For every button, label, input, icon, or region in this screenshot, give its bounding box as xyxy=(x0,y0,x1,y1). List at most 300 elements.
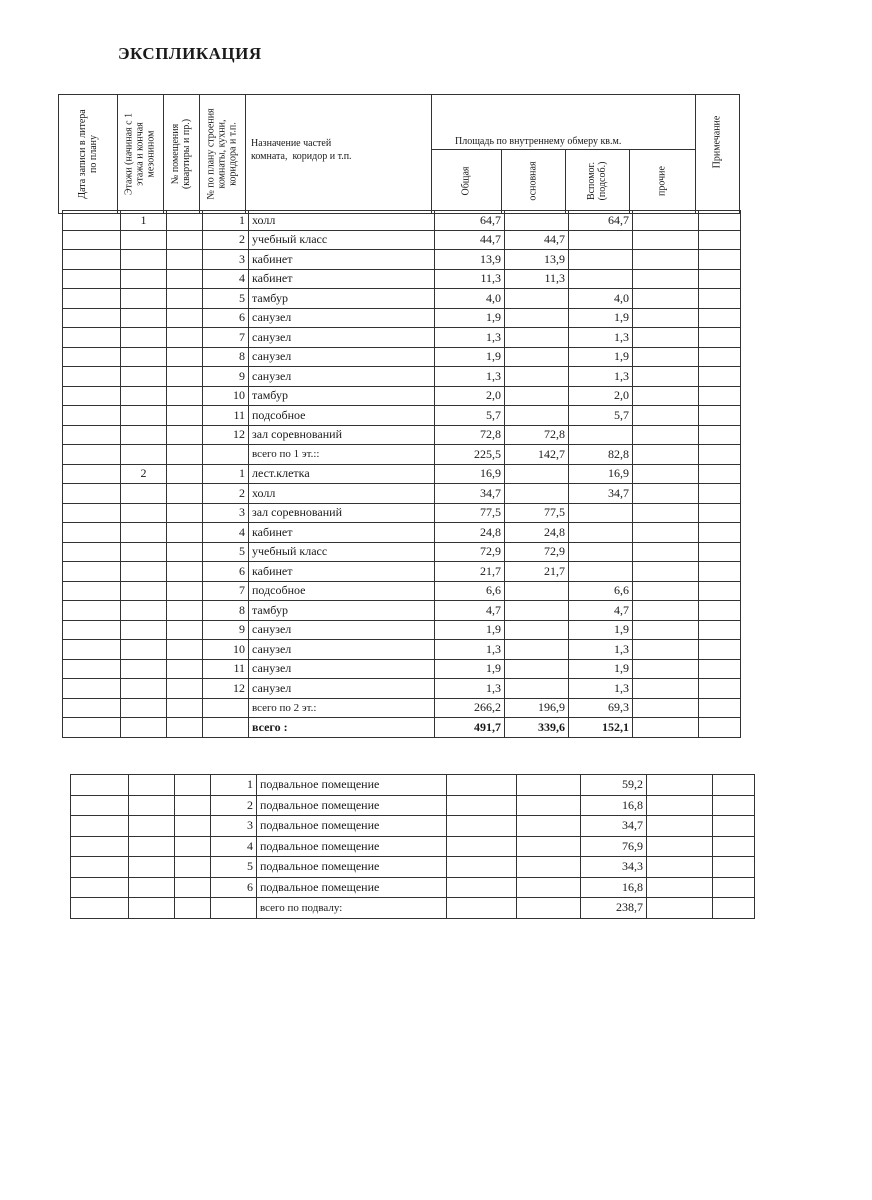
room-name: холл xyxy=(249,211,435,231)
date-cell xyxy=(63,562,121,582)
table-row xyxy=(63,562,741,582)
area-total: 1,3 xyxy=(435,640,505,660)
date-cell xyxy=(63,406,121,426)
floor-cell xyxy=(121,289,167,309)
unit-cell xyxy=(175,775,211,796)
area-main xyxy=(517,795,581,816)
header-total-cell xyxy=(431,149,502,213)
unit-cell xyxy=(167,484,203,504)
area-total: 1,3 xyxy=(435,328,505,348)
room-number: 2 xyxy=(203,230,249,250)
unit-cell xyxy=(167,640,203,660)
room-name: санузел xyxy=(249,328,435,348)
room-number: 8 xyxy=(203,601,249,621)
date-cell xyxy=(71,836,129,857)
note-cell xyxy=(713,816,755,837)
area-total xyxy=(447,898,517,919)
unit-cell xyxy=(175,857,211,878)
unit-cell xyxy=(167,425,203,445)
date-cell xyxy=(71,775,129,796)
area-total: 72,8 xyxy=(435,425,505,445)
area-total: 77,5 xyxy=(435,503,505,523)
room-name: всего : xyxy=(249,718,435,738)
area-total: 64,7 xyxy=(435,211,505,231)
floor-cell xyxy=(129,775,175,796)
floor-cell xyxy=(129,877,175,898)
date-cell xyxy=(63,620,121,640)
note-cell xyxy=(699,406,741,426)
room-name: санузел xyxy=(249,308,435,328)
area-main: 72,8 xyxy=(505,425,569,445)
area-main xyxy=(505,601,569,621)
basement-row xyxy=(71,857,755,878)
floor-cell xyxy=(121,601,167,621)
unit-cell xyxy=(175,898,211,919)
area-main xyxy=(505,308,569,328)
area-other xyxy=(633,503,699,523)
area-aux: 1,3 xyxy=(569,328,633,348)
room-name: кабинет xyxy=(249,562,435,582)
floor-cell xyxy=(129,836,175,857)
area-main: 13,9 xyxy=(505,250,569,270)
area-aux: 16,8 xyxy=(581,877,647,898)
area-aux xyxy=(569,425,633,445)
area-aux xyxy=(569,503,633,523)
table-row xyxy=(63,542,741,562)
area-main xyxy=(505,211,569,231)
table-row xyxy=(63,230,741,250)
area-other xyxy=(633,659,699,679)
floor-cell xyxy=(129,857,175,878)
room-name: тамбур xyxy=(249,601,435,621)
room-number: 3 xyxy=(203,503,249,523)
note-cell xyxy=(699,503,741,523)
area-aux: 82,8 xyxy=(569,445,633,465)
floor-cell xyxy=(121,620,167,640)
room-name: учебный класс xyxy=(249,542,435,562)
floor-cell xyxy=(121,640,167,660)
unit-cell xyxy=(167,406,203,426)
area-aux xyxy=(569,562,633,582)
area-total: 44,7 xyxy=(435,230,505,250)
table-row xyxy=(63,445,741,465)
area-other xyxy=(633,367,699,387)
area-aux: 34,3 xyxy=(581,857,647,878)
date-cell xyxy=(63,679,121,699)
unit-cell xyxy=(167,601,203,621)
area-aux: 238,7 xyxy=(581,898,647,919)
area-aux: 16,8 xyxy=(581,795,647,816)
floor-cell xyxy=(121,367,167,387)
room-name: учебный класс xyxy=(249,230,435,250)
area-other xyxy=(633,679,699,699)
area-main: 21,7 xyxy=(505,562,569,582)
room-name: подвальное помещение xyxy=(257,775,447,796)
table-row xyxy=(63,367,741,387)
explication-table xyxy=(62,210,741,738)
note-cell xyxy=(699,367,741,387)
unit-cell xyxy=(175,877,211,898)
area-main: 11,3 xyxy=(505,269,569,289)
date-cell xyxy=(63,484,121,504)
header-main-cell xyxy=(501,149,566,213)
room-number xyxy=(203,445,249,465)
area-aux xyxy=(569,250,633,270)
unit-cell xyxy=(167,250,203,270)
room-number: 4 xyxy=(211,836,257,857)
room-name: всего по 2 эт.: xyxy=(249,698,435,718)
note-cell xyxy=(699,484,741,504)
area-other xyxy=(633,386,699,406)
date-cell xyxy=(63,211,121,231)
area-total: 4,0 xyxy=(435,289,505,309)
area-aux xyxy=(569,542,633,562)
header-unit-cell xyxy=(163,95,200,213)
table-row xyxy=(63,347,741,367)
table-row xyxy=(63,269,741,289)
table-row xyxy=(63,523,741,543)
room-name: кабинет xyxy=(249,250,435,270)
unit-cell xyxy=(175,836,211,857)
note-cell xyxy=(699,250,741,270)
room-number: 12 xyxy=(203,679,249,699)
table-row xyxy=(63,425,741,445)
unit-cell xyxy=(175,816,211,837)
unit-cell xyxy=(167,503,203,523)
room-name: санузел xyxy=(249,679,435,699)
date-cell xyxy=(63,464,121,484)
area-aux: 1,9 xyxy=(569,659,633,679)
room-number: 10 xyxy=(203,640,249,660)
room-name: лест.клетка xyxy=(249,464,435,484)
area-other xyxy=(633,250,699,270)
area-other xyxy=(633,289,699,309)
table-row xyxy=(63,679,741,699)
room-number xyxy=(211,898,257,919)
date-cell xyxy=(63,581,121,601)
room-number: 6 xyxy=(211,877,257,898)
area-total: 491,7 xyxy=(435,718,505,738)
area-aux: 4,0 xyxy=(569,289,633,309)
area-main xyxy=(505,620,569,640)
room-number: 5 xyxy=(211,857,257,878)
room-number: 9 xyxy=(203,620,249,640)
table-row xyxy=(63,659,741,679)
area-total xyxy=(447,775,517,796)
room-name: подсобное xyxy=(249,406,435,426)
date-cell xyxy=(63,386,121,406)
room-number: 5 xyxy=(203,289,249,309)
table-header xyxy=(58,94,740,214)
room-number: 5 xyxy=(203,542,249,562)
floor-cell xyxy=(129,898,175,919)
header-room-cell xyxy=(199,95,246,213)
table-row xyxy=(63,211,741,231)
area-aux: 1,9 xyxy=(569,347,633,367)
note-cell xyxy=(699,425,741,445)
floor-cell xyxy=(121,562,167,582)
header-area-group xyxy=(431,95,696,213)
room-number: 7 xyxy=(203,581,249,601)
date-cell xyxy=(63,230,121,250)
area-main xyxy=(517,836,581,857)
room-name: зал соревнований xyxy=(249,425,435,445)
header-main: основная xyxy=(527,161,539,201)
unit-cell xyxy=(167,230,203,250)
area-aux: 1,9 xyxy=(569,620,633,640)
date-cell xyxy=(63,308,121,328)
room-number: 12 xyxy=(203,425,249,445)
floor-cell xyxy=(121,445,167,465)
note-cell xyxy=(699,289,741,309)
area-total: 2,0 xyxy=(435,386,505,406)
area-other xyxy=(633,718,699,738)
room-number: 7 xyxy=(203,328,249,348)
header-date-cell xyxy=(59,95,118,213)
area-total: 72,9 xyxy=(435,542,505,562)
header-room: № по плану строения комнаты, кухни, коридора и т.п. xyxy=(205,108,239,200)
area-total xyxy=(447,795,517,816)
floor-cell xyxy=(121,308,167,328)
basement-table xyxy=(70,774,755,919)
floor-cell xyxy=(121,230,167,250)
table-row xyxy=(63,601,741,621)
area-main xyxy=(505,289,569,309)
area-other xyxy=(633,445,699,465)
room-number: 4 xyxy=(203,269,249,289)
date-cell xyxy=(63,698,121,718)
area-other xyxy=(647,795,713,816)
area-total: 11,3 xyxy=(435,269,505,289)
unit-cell xyxy=(167,445,203,465)
floor-cell xyxy=(121,542,167,562)
area-aux: 1,3 xyxy=(569,640,633,660)
floor-cell xyxy=(121,425,167,445)
header-note: Примечание xyxy=(711,115,723,169)
room-name: санузел xyxy=(249,640,435,660)
date-cell xyxy=(63,289,121,309)
room-number: 1 xyxy=(203,464,249,484)
room-name: подвальное помещение xyxy=(257,836,447,857)
room-name: всего по 1 эт.:: xyxy=(249,445,435,465)
area-main xyxy=(517,877,581,898)
header-other-cell xyxy=(629,149,695,213)
date-cell xyxy=(63,347,121,367)
room-number xyxy=(203,698,249,718)
date-cell xyxy=(63,250,121,270)
area-total: 5,7 xyxy=(435,406,505,426)
table-row xyxy=(63,640,741,660)
date-cell xyxy=(63,659,121,679)
room-name: холл xyxy=(249,484,435,504)
room-name: подсобное xyxy=(249,581,435,601)
area-other xyxy=(633,269,699,289)
area-other xyxy=(633,211,699,231)
note-cell xyxy=(699,542,741,562)
area-other xyxy=(633,328,699,348)
area-main xyxy=(505,640,569,660)
date-cell xyxy=(71,816,129,837)
room-number: 1 xyxy=(211,775,257,796)
area-other xyxy=(633,542,699,562)
area-aux: 59,2 xyxy=(581,775,647,796)
note-cell xyxy=(699,718,741,738)
floor-cell xyxy=(121,523,167,543)
area-main xyxy=(505,347,569,367)
floor-cell xyxy=(121,347,167,367)
area-other xyxy=(633,347,699,367)
area-total xyxy=(447,816,517,837)
room-number xyxy=(203,718,249,738)
table-row xyxy=(63,718,741,738)
date-cell xyxy=(71,877,129,898)
note-cell xyxy=(699,620,741,640)
room-name: зал соревнований xyxy=(249,503,435,523)
room-number: 6 xyxy=(203,562,249,582)
area-main: 142,7 xyxy=(505,445,569,465)
note-cell xyxy=(713,836,755,857)
table-row xyxy=(63,250,741,270)
area-total: 225,5 xyxy=(435,445,505,465)
table-row xyxy=(63,503,741,523)
date-cell xyxy=(63,601,121,621)
unit-cell xyxy=(167,581,203,601)
note-cell xyxy=(699,445,741,465)
explication-body xyxy=(63,211,741,738)
header-total: Общая xyxy=(460,166,472,196)
area-other xyxy=(633,581,699,601)
room-name: тамбур xyxy=(249,289,435,309)
unit-cell xyxy=(167,718,203,738)
area-main xyxy=(505,367,569,387)
table-row xyxy=(63,386,741,406)
note-cell xyxy=(699,347,741,367)
area-total xyxy=(447,877,517,898)
note-cell xyxy=(699,659,741,679)
area-main xyxy=(517,857,581,878)
basement-row xyxy=(71,795,755,816)
note-cell xyxy=(699,562,741,582)
room-number: 9 xyxy=(203,367,249,387)
basement-body xyxy=(71,775,755,919)
area-aux xyxy=(569,269,633,289)
area-total: 1,9 xyxy=(435,308,505,328)
room-name: подвальное помещение xyxy=(257,857,447,878)
room-name: подвальное помещение xyxy=(257,795,447,816)
room-number: 10 xyxy=(203,386,249,406)
area-aux: 6,6 xyxy=(569,581,633,601)
date-cell xyxy=(63,269,121,289)
floor-cell: 2 xyxy=(121,464,167,484)
area-main xyxy=(505,328,569,348)
area-total: 16,9 xyxy=(435,464,505,484)
room-name: подвальное помещение xyxy=(257,877,447,898)
area-main xyxy=(517,775,581,796)
floor-cell xyxy=(121,328,167,348)
date-cell xyxy=(71,857,129,878)
area-aux: 152,1 xyxy=(569,718,633,738)
floor-cell xyxy=(121,659,167,679)
area-main: 24,8 xyxy=(505,523,569,543)
table-row xyxy=(63,484,741,504)
note-cell xyxy=(713,877,755,898)
area-aux: 5,7 xyxy=(569,406,633,426)
floor-cell xyxy=(121,698,167,718)
floor-cell xyxy=(129,816,175,837)
area-other xyxy=(633,425,699,445)
header-area-title: Площадь по внутреннему обмеру кв.м. xyxy=(455,136,622,147)
area-aux: 16,9 xyxy=(569,464,633,484)
floor-cell xyxy=(121,406,167,426)
unit-cell xyxy=(167,542,203,562)
header-purpose: Назначение частей комната, коридор и т.п. xyxy=(251,138,352,162)
note-cell xyxy=(699,523,741,543)
area-other xyxy=(633,601,699,621)
unit-cell xyxy=(167,523,203,543)
area-main: 72,9 xyxy=(505,542,569,562)
area-total: 4,7 xyxy=(435,601,505,621)
header-unit: № помещения (квартиры и пр.) xyxy=(170,118,192,190)
date-cell xyxy=(63,445,121,465)
note-cell xyxy=(699,386,741,406)
table-row xyxy=(63,308,741,328)
document-title: ЭКСПЛИКАЦИЯ xyxy=(118,44,262,63)
note-cell xyxy=(713,795,755,816)
area-aux: 69,3 xyxy=(569,698,633,718)
room-name: кабинет xyxy=(249,269,435,289)
note-cell xyxy=(699,601,741,621)
area-total: 6,6 xyxy=(435,581,505,601)
area-main xyxy=(517,898,581,919)
room-number: 11 xyxy=(203,406,249,426)
area-total: 1,9 xyxy=(435,659,505,679)
basement-row xyxy=(71,877,755,898)
floor-cell xyxy=(121,581,167,601)
date-cell xyxy=(63,542,121,562)
unit-cell xyxy=(167,464,203,484)
note-cell xyxy=(699,679,741,699)
note-cell xyxy=(699,698,741,718)
area-main xyxy=(505,386,569,406)
note-cell xyxy=(713,898,755,919)
date-cell xyxy=(71,898,129,919)
area-aux: 1,3 xyxy=(569,367,633,387)
room-number: 8 xyxy=(203,347,249,367)
note-cell xyxy=(713,775,755,796)
date-cell xyxy=(63,367,121,387)
note-cell xyxy=(699,581,741,601)
room-number: 3 xyxy=(203,250,249,270)
area-main xyxy=(505,464,569,484)
floor-cell xyxy=(121,718,167,738)
note-cell xyxy=(699,308,741,328)
room-name: всего по подвалу: xyxy=(257,898,447,919)
header-note-cell xyxy=(695,95,739,213)
area-aux: 76,9 xyxy=(581,836,647,857)
unit-cell xyxy=(175,795,211,816)
area-other xyxy=(647,816,713,837)
note-cell xyxy=(699,464,741,484)
room-number: 11 xyxy=(203,659,249,679)
area-aux: 2,0 xyxy=(569,386,633,406)
room-name: тамбур xyxy=(249,386,435,406)
floor-cell xyxy=(121,386,167,406)
date-cell xyxy=(63,640,121,660)
header-floor-cell xyxy=(117,95,164,213)
area-other xyxy=(647,857,713,878)
area-other xyxy=(633,562,699,582)
table-row xyxy=(63,698,741,718)
